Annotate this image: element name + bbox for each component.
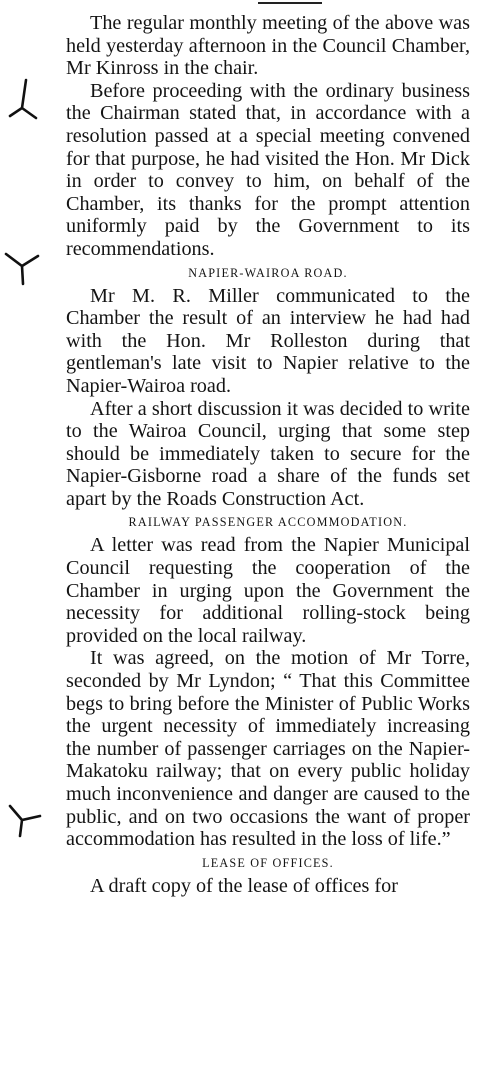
- heading-railway-passenger-accommodation: RAILWAY PASSENGER ACCOMMODATION.: [128, 515, 408, 530]
- paragraph-5: A letter was read from the Napier Municipal Council requesting the cooperation of the Chamber in urging upon the Government the necessity for additional rolling-stock being provided on the local railway.: [66, 534, 470, 647]
- heading-lease-of-offices: LEASE OF OFFICES.: [202, 855, 334, 870]
- top-rule: [258, 2, 322, 4]
- heading-napier-wairoa-road: NAPIER-WAIROA ROAD.: [188, 265, 348, 280]
- margin-mark-2-icon: [2, 248, 42, 288]
- paragraph-7: A draft copy of the lease of offices for: [90, 874, 398, 897]
- paragraph-2: Before proceeding with the ordinary business the Chairman stated that, in accordance with a resolution passed at a special meeting convened for that purpose, he had visited the Hon. Mr Dick in order to convey to him, on behalf of the Chamber, its thanks for the prompt attention uniformly paid by the Government to its recommendations.: [66, 79, 470, 260]
- paragraph-1: The regular monthly meeting of the above was held yesterday afternoon in the Council Chamber, Mr Kinross in the chair.: [66, 12, 470, 80]
- article-column: [66, 12, 470, 897]
- paragraph-3: Mr M. R. Miller communicated to the Chamber the result of an interview he had had with the Hon. Mr Rolleston during that gentleman's late visit to Napier relative to the Napier-Wairoa road.: [66, 284, 470, 397]
- paragraph-4: After a short discussion it was decided to write to the Wairoa Council, urging that some step should be immediately taken to secure for the Napier-Gisborne road a share of the funds set apart by the Roads Construction Act.: [66, 397, 470, 510]
- margin-mark-3-icon: [4, 800, 44, 840]
- margin-mark-1-icon: [6, 78, 40, 122]
- paragraph-6: It was agreed, on the motion of Mr Torre, seconded by Mr Lyndon; “ That this Committee begs to bring before the Minister of Public Works the urgent necessity of immediately increasing the number of passenger carriages on the Napier-Makatoku railway; that on every public holiday much inconvenience and danger are caused to the public, and on two occasions the want of proper accommodation has resulted in the loss of life.”: [66, 647, 470, 851]
